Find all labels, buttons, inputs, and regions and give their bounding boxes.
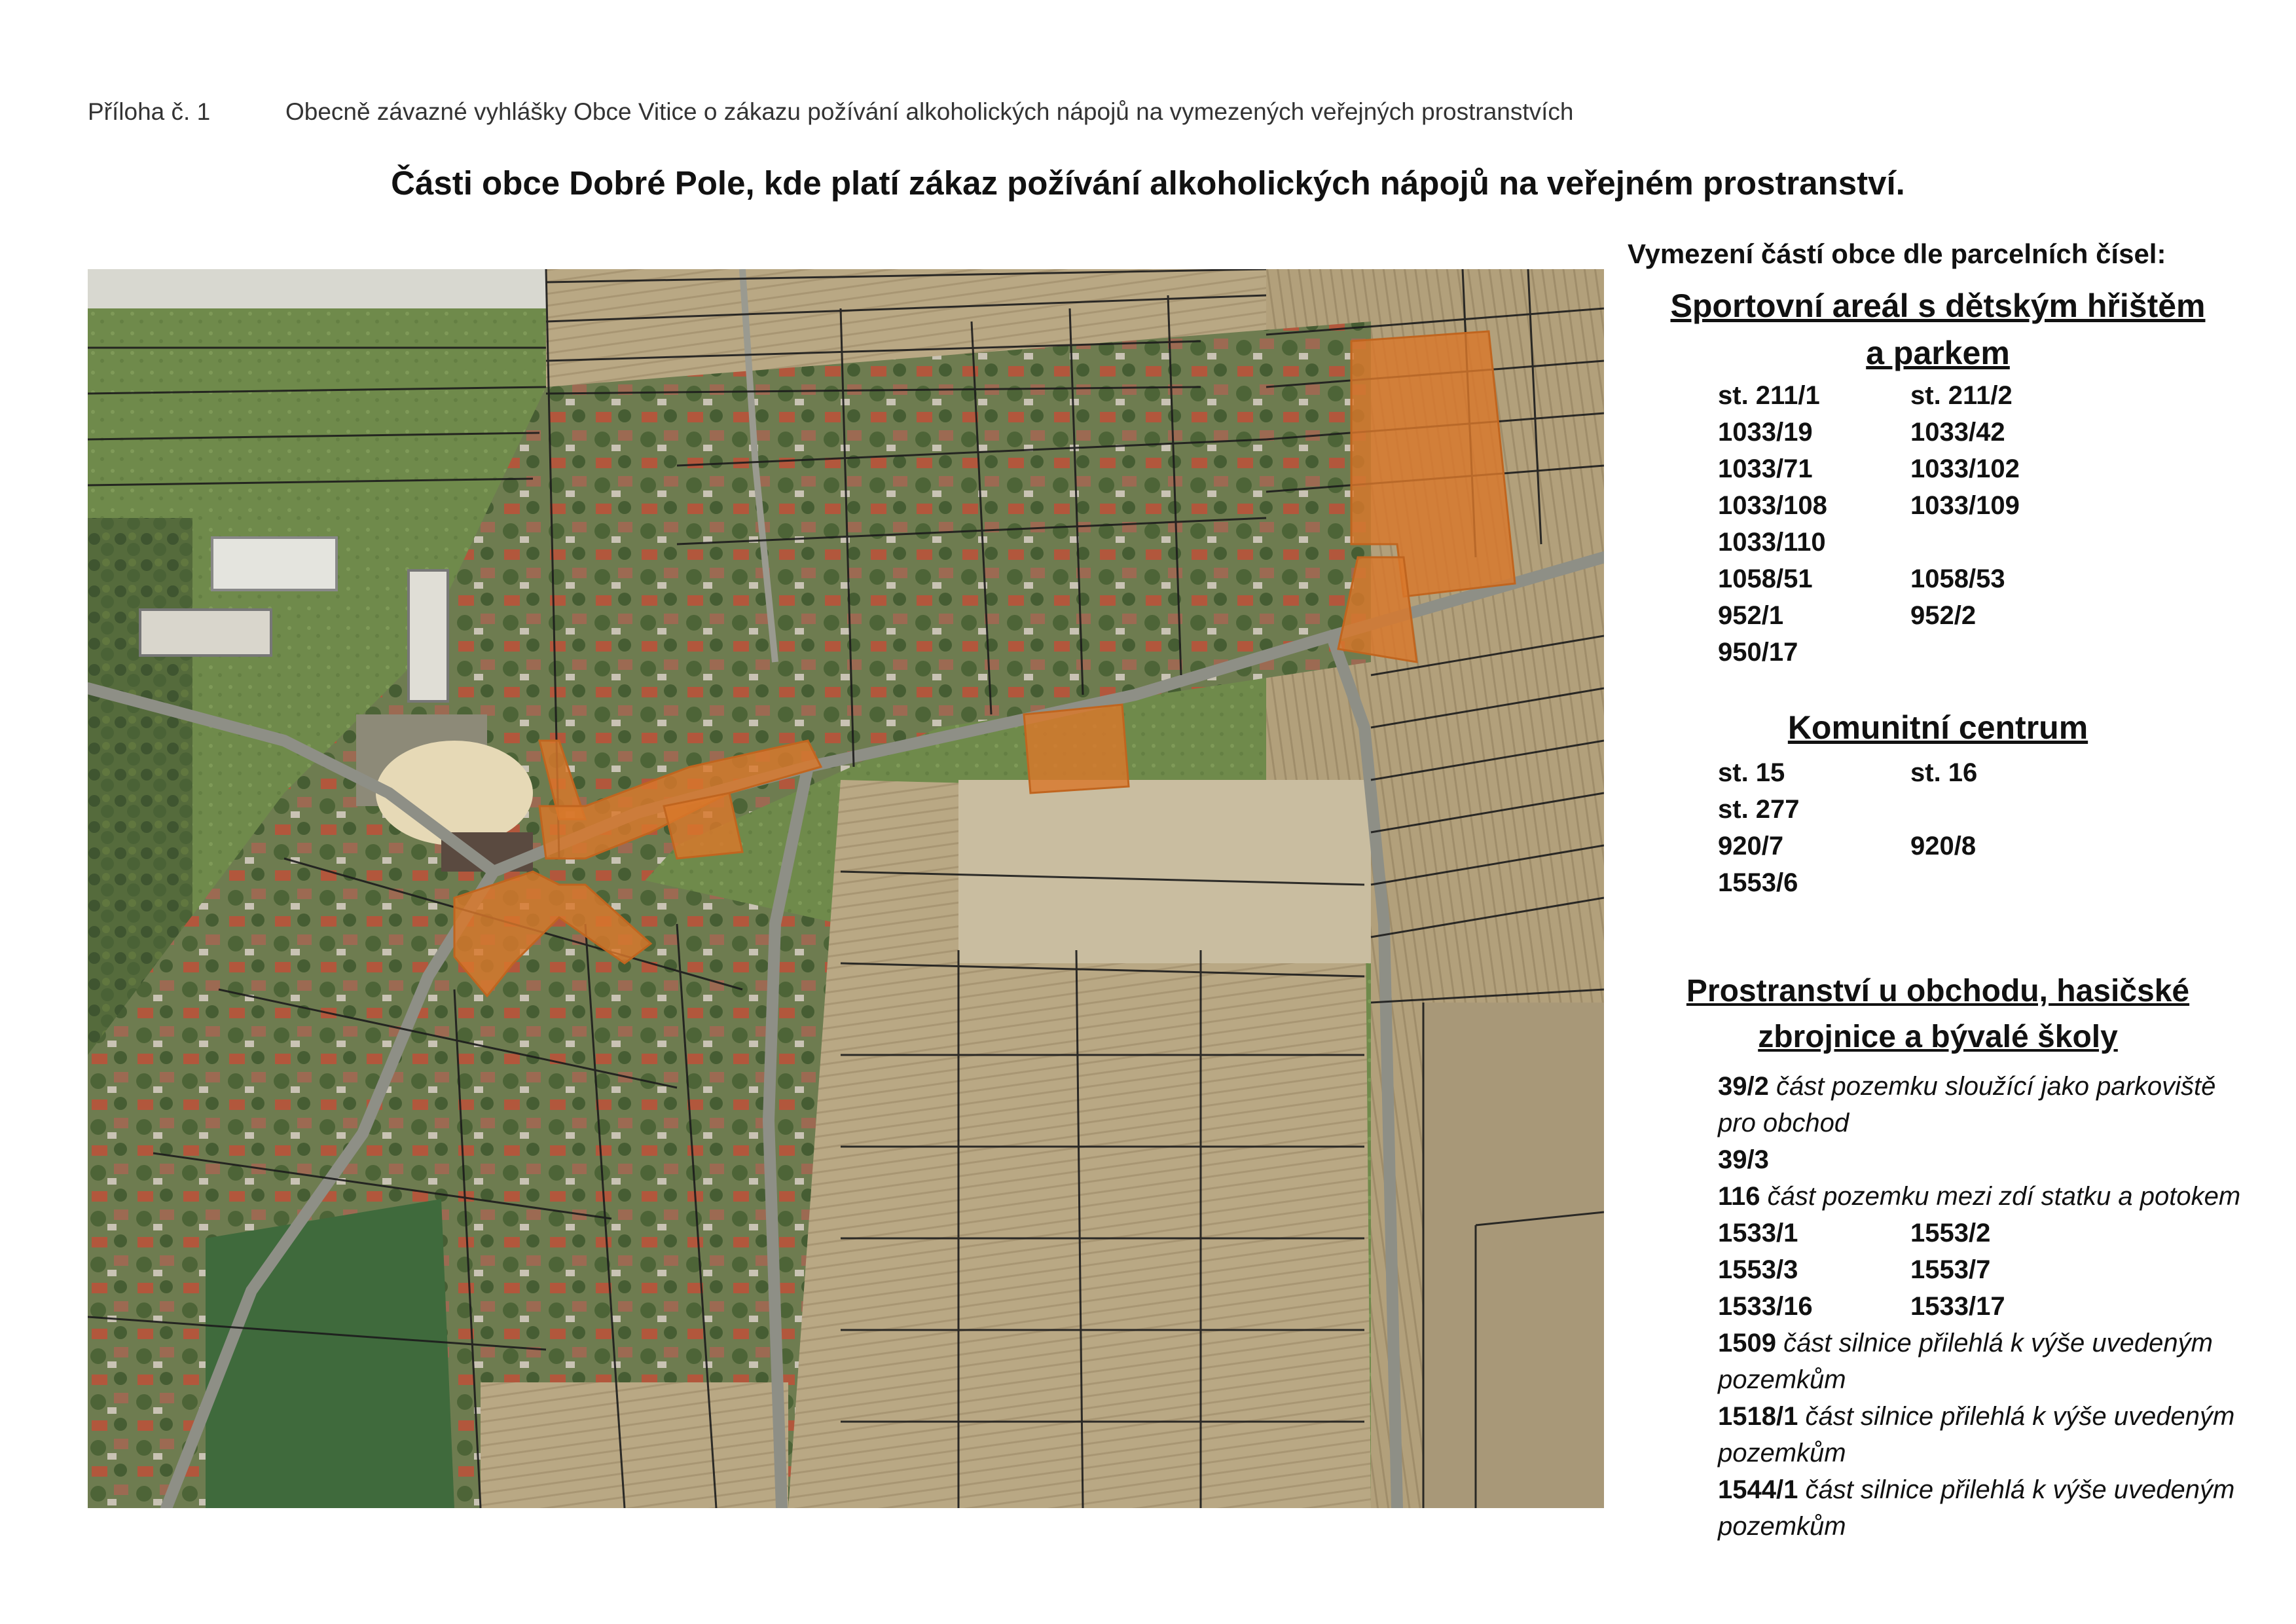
sport-parcels — [1718, 377, 2103, 671]
header-line — [88, 98, 1574, 126]
page-title: Části obce Dobré Pole, kde platí zákaz požívání alkoholických nápojů na veřejném prostranství. — [391, 164, 1905, 202]
parcel-note — [1718, 1141, 2255, 1178]
parcel-row — [1718, 377, 2103, 414]
parcel-number: 1509 — [1718, 1329, 1776, 1357]
parcel-row — [1718, 597, 2103, 634]
aerial-map — [88, 269, 1604, 1508]
parcel-number: 1544/1 — [1718, 1475, 1798, 1504]
parcel-number: 116 — [1718, 1182, 1760, 1211]
parcel-number: st. 16 — [1910, 758, 1978, 787]
shop-parcels — [1718, 1068, 2255, 1545]
parcel-note — [1718, 1471, 2255, 1545]
parcel-note-text: část silnice přilehlá k výše uvedeným pozemkům — [1718, 1475, 2235, 1541]
section-sport-title-line2: a parkem — [1866, 335, 2010, 371]
parcel-number: 1033/110 — [1718, 528, 1826, 557]
parcel-number: 1033/102 — [1910, 454, 2020, 483]
parcel-note — [1718, 1325, 2255, 1398]
parcel-note — [1718, 1178, 2255, 1215]
parcel-row — [1718, 1251, 2255, 1288]
parcel-number: 39/3 — [1718, 1145, 1769, 1174]
parcel-note-text: část pozemku sloužící jako parkoviště pro obchod — [1718, 1072, 2216, 1137]
parcel-number: 1033/19 — [1718, 418, 1813, 447]
section-community-title: Komunitní centrum — [1787, 709, 2088, 746]
parcel-number: st. 211/2 — [1910, 381, 2013, 410]
parcel-number: st. 277 — [1718, 795, 1800, 824]
parcel-number: 1058/53 — [1910, 564, 2005, 593]
parcel-number: 920/7 — [1718, 832, 1784, 860]
parcel-number: st. 15 — [1718, 758, 1785, 787]
community-parcels — [1718, 754, 2103, 901]
parcel-number: 1553/2 — [1910, 1219, 1991, 1247]
parcel-number: 1553/3 — [1718, 1255, 1798, 1284]
parcel-number: 1058/51 — [1718, 564, 1813, 593]
parcel-row — [1718, 561, 2103, 597]
parcel-row — [1718, 791, 2103, 828]
parcel-number: 1533/16 — [1718, 1292, 1813, 1321]
parcel-number: 952/2 — [1910, 601, 1977, 630]
parcel-row — [1718, 754, 2103, 791]
parcel-number: 1033/108 — [1718, 491, 1827, 520]
ordinance-text: Obecně závazné vyhlášky Obce Vitice o zákazu požívání alkoholických nápojů na vymezených veřejných prostranstvích — [285, 98, 1574, 125]
parcel-row — [1718, 524, 2103, 561]
parcel-number: 39/2 — [1718, 1072, 1769, 1101]
parcel-number: 920/8 — [1910, 832, 1977, 860]
map-svg — [88, 269, 1604, 1508]
parcel-row — [1718, 634, 2103, 671]
parcel-number: 950/17 — [1718, 638, 1798, 667]
parcel-number: 1033/109 — [1910, 491, 2020, 520]
section-shop-title-line2: zbrojnice a bývalé školy — [1758, 1020, 2118, 1054]
parcel-row — [1718, 451, 2103, 487]
parcel-row — [1718, 487, 2103, 524]
parcel-number: 1518/1 — [1718, 1402, 1798, 1431]
section-sport-title-line1: Sportovní areál s dětským hřištěm — [1670, 287, 2206, 324]
parcel-note — [1718, 1068, 2255, 1141]
parcel-note — [1718, 1398, 2255, 1471]
parcel-number: 1033/71 — [1718, 454, 1813, 483]
parcel-number: 952/1 — [1718, 601, 1784, 630]
parcel-number: st. 211/1 — [1718, 381, 1820, 410]
parcel-note-text: část pozemku mezi zdí statku a potokem — [1767, 1182, 2241, 1211]
parcel-number: 1553/6 — [1718, 868, 1798, 897]
parcel-note-text: část silnice přilehlá k výše uvedeným pozemkům — [1718, 1402, 2235, 1467]
legend-heading: Vymezení částí obce dle parcelních čísel: — [1628, 238, 2166, 269]
parcel-row — [1718, 864, 2103, 901]
parcel-row — [1718, 414, 2103, 451]
section-shop-title-line1: Prostranství u obchodu, hasičské — [1686, 974, 2190, 1008]
parcel-number: 1533/17 — [1910, 1292, 2005, 1321]
attachment-label: Příloha č. 1 — [88, 98, 211, 125]
parcel-note-text: část silnice přilehlá k výše uvedeným pozemkům — [1718, 1329, 2213, 1394]
parcel-number: 1553/7 — [1910, 1255, 1991, 1284]
parcel-number: 1033/42 — [1910, 418, 2005, 447]
parcel-row — [1718, 1288, 2255, 1325]
parcel-row — [1718, 1215, 2255, 1251]
parcel-number: 1533/1 — [1718, 1219, 1798, 1247]
parcel-row — [1718, 828, 2103, 864]
